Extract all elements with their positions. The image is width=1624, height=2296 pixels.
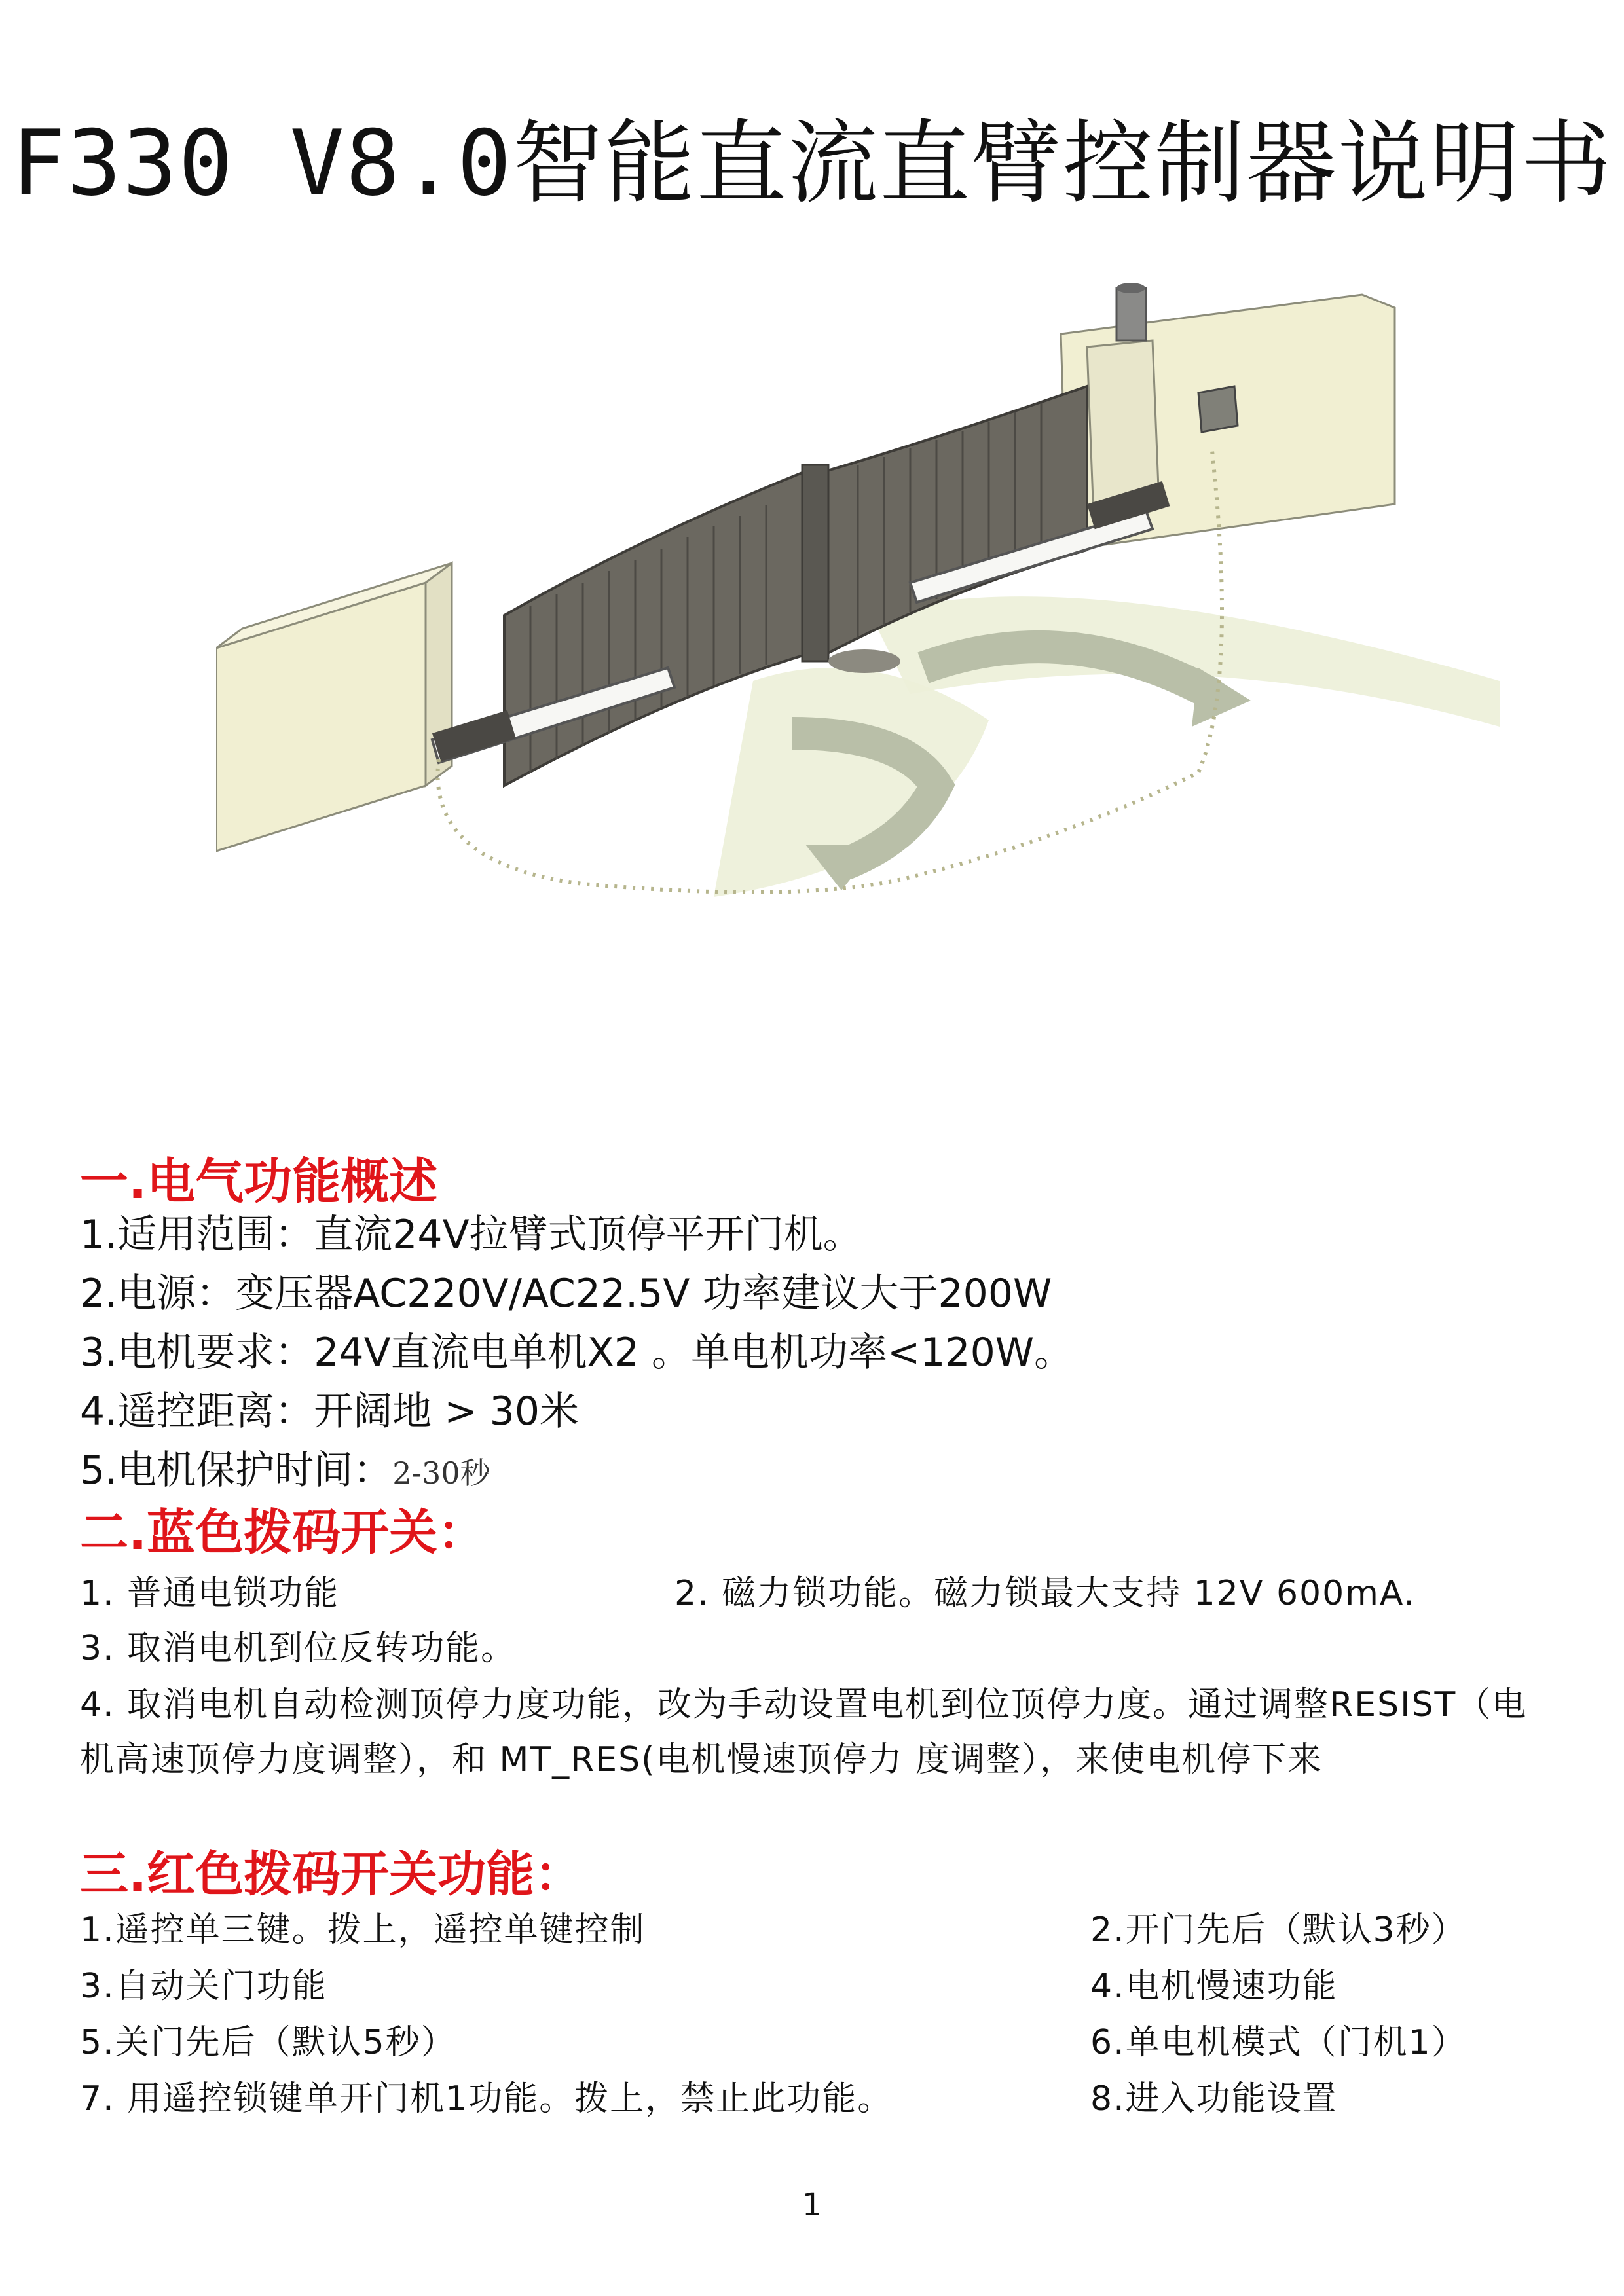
gate-opener-illustration [216, 275, 1513, 943]
section3-item-3: 3.自动关门功能 [80, 1967, 327, 2006]
section2-item-1: 1. 普通电锁功能 [80, 1574, 340, 1613]
page-number: 1 [802, 2187, 822, 2223]
section3-item-5: 5.关门先后（默认5秒） [80, 2023, 456, 2062]
section2-item-2: 2. 磁力锁功能。磁力锁最大支持 12V 600mA. [674, 1574, 1416, 1613]
section1-item-5 [80, 1444, 490, 1499]
section3-item-7: 7. 用遥控锁键单开门机1功能。拨上，禁止此功能。 [80, 2079, 893, 2119]
section1-item-3: 3.电机要求：24V直流电单机X2 。单电机功率<120W。 [80, 1330, 1074, 1376]
document-title: F330 V8.0智能直流直臂控制器说明书 [11, 111, 1613, 216]
section3-item-1: 1.遥控单三键。拨上，遥控单键控制 [80, 1910, 646, 1950]
section3-item-8: 8.进入功能设置 [1090, 2079, 1338, 2119]
section3-item-4: 4.电机慢速功能 [1090, 1967, 1338, 2006]
section1-item-1: 1.适用范围：直流24V拉臂式顶停平开门机。 [80, 1212, 862, 1258]
section3-item-2: 2.开门先后（默认3秒） [1090, 1910, 1467, 1950]
section3-item-6: 6.单电机模式（门机1） [1090, 2023, 1467, 2062]
section3-heading: 三.红色拨码开关功能： [80, 1846, 583, 1903]
section2-item-3: 3. 取消电机到位反转功能。 [80, 1629, 517, 1668]
section1-item-4: 4.遥控距离：开阔地 > 30米 [80, 1389, 580, 1434]
section1-item-5-value: 2-30秒 [392, 1455, 490, 1491]
section1-heading: 一.电气功能概述 [80, 1154, 438, 1210]
section2-heading: 二.蓝色拨码开关： [80, 1504, 487, 1561]
section1-item-5-label: 5.电机保护时间： [80, 1448, 393, 1493]
section1-item-2: 2.电源：变压器AC220V/AC22.5V 功率建议大于200W [80, 1271, 1052, 1317]
section2-item-4: 4. 取消电机自动检测顶停力度功能，改为手动设置电机到位顶停力度。通过调整RESIST（电机高速顶停力度调整），和 MT_RES(电机慢速顶停力 度调整），来使电机停下来 [80, 1685, 1528, 1779]
